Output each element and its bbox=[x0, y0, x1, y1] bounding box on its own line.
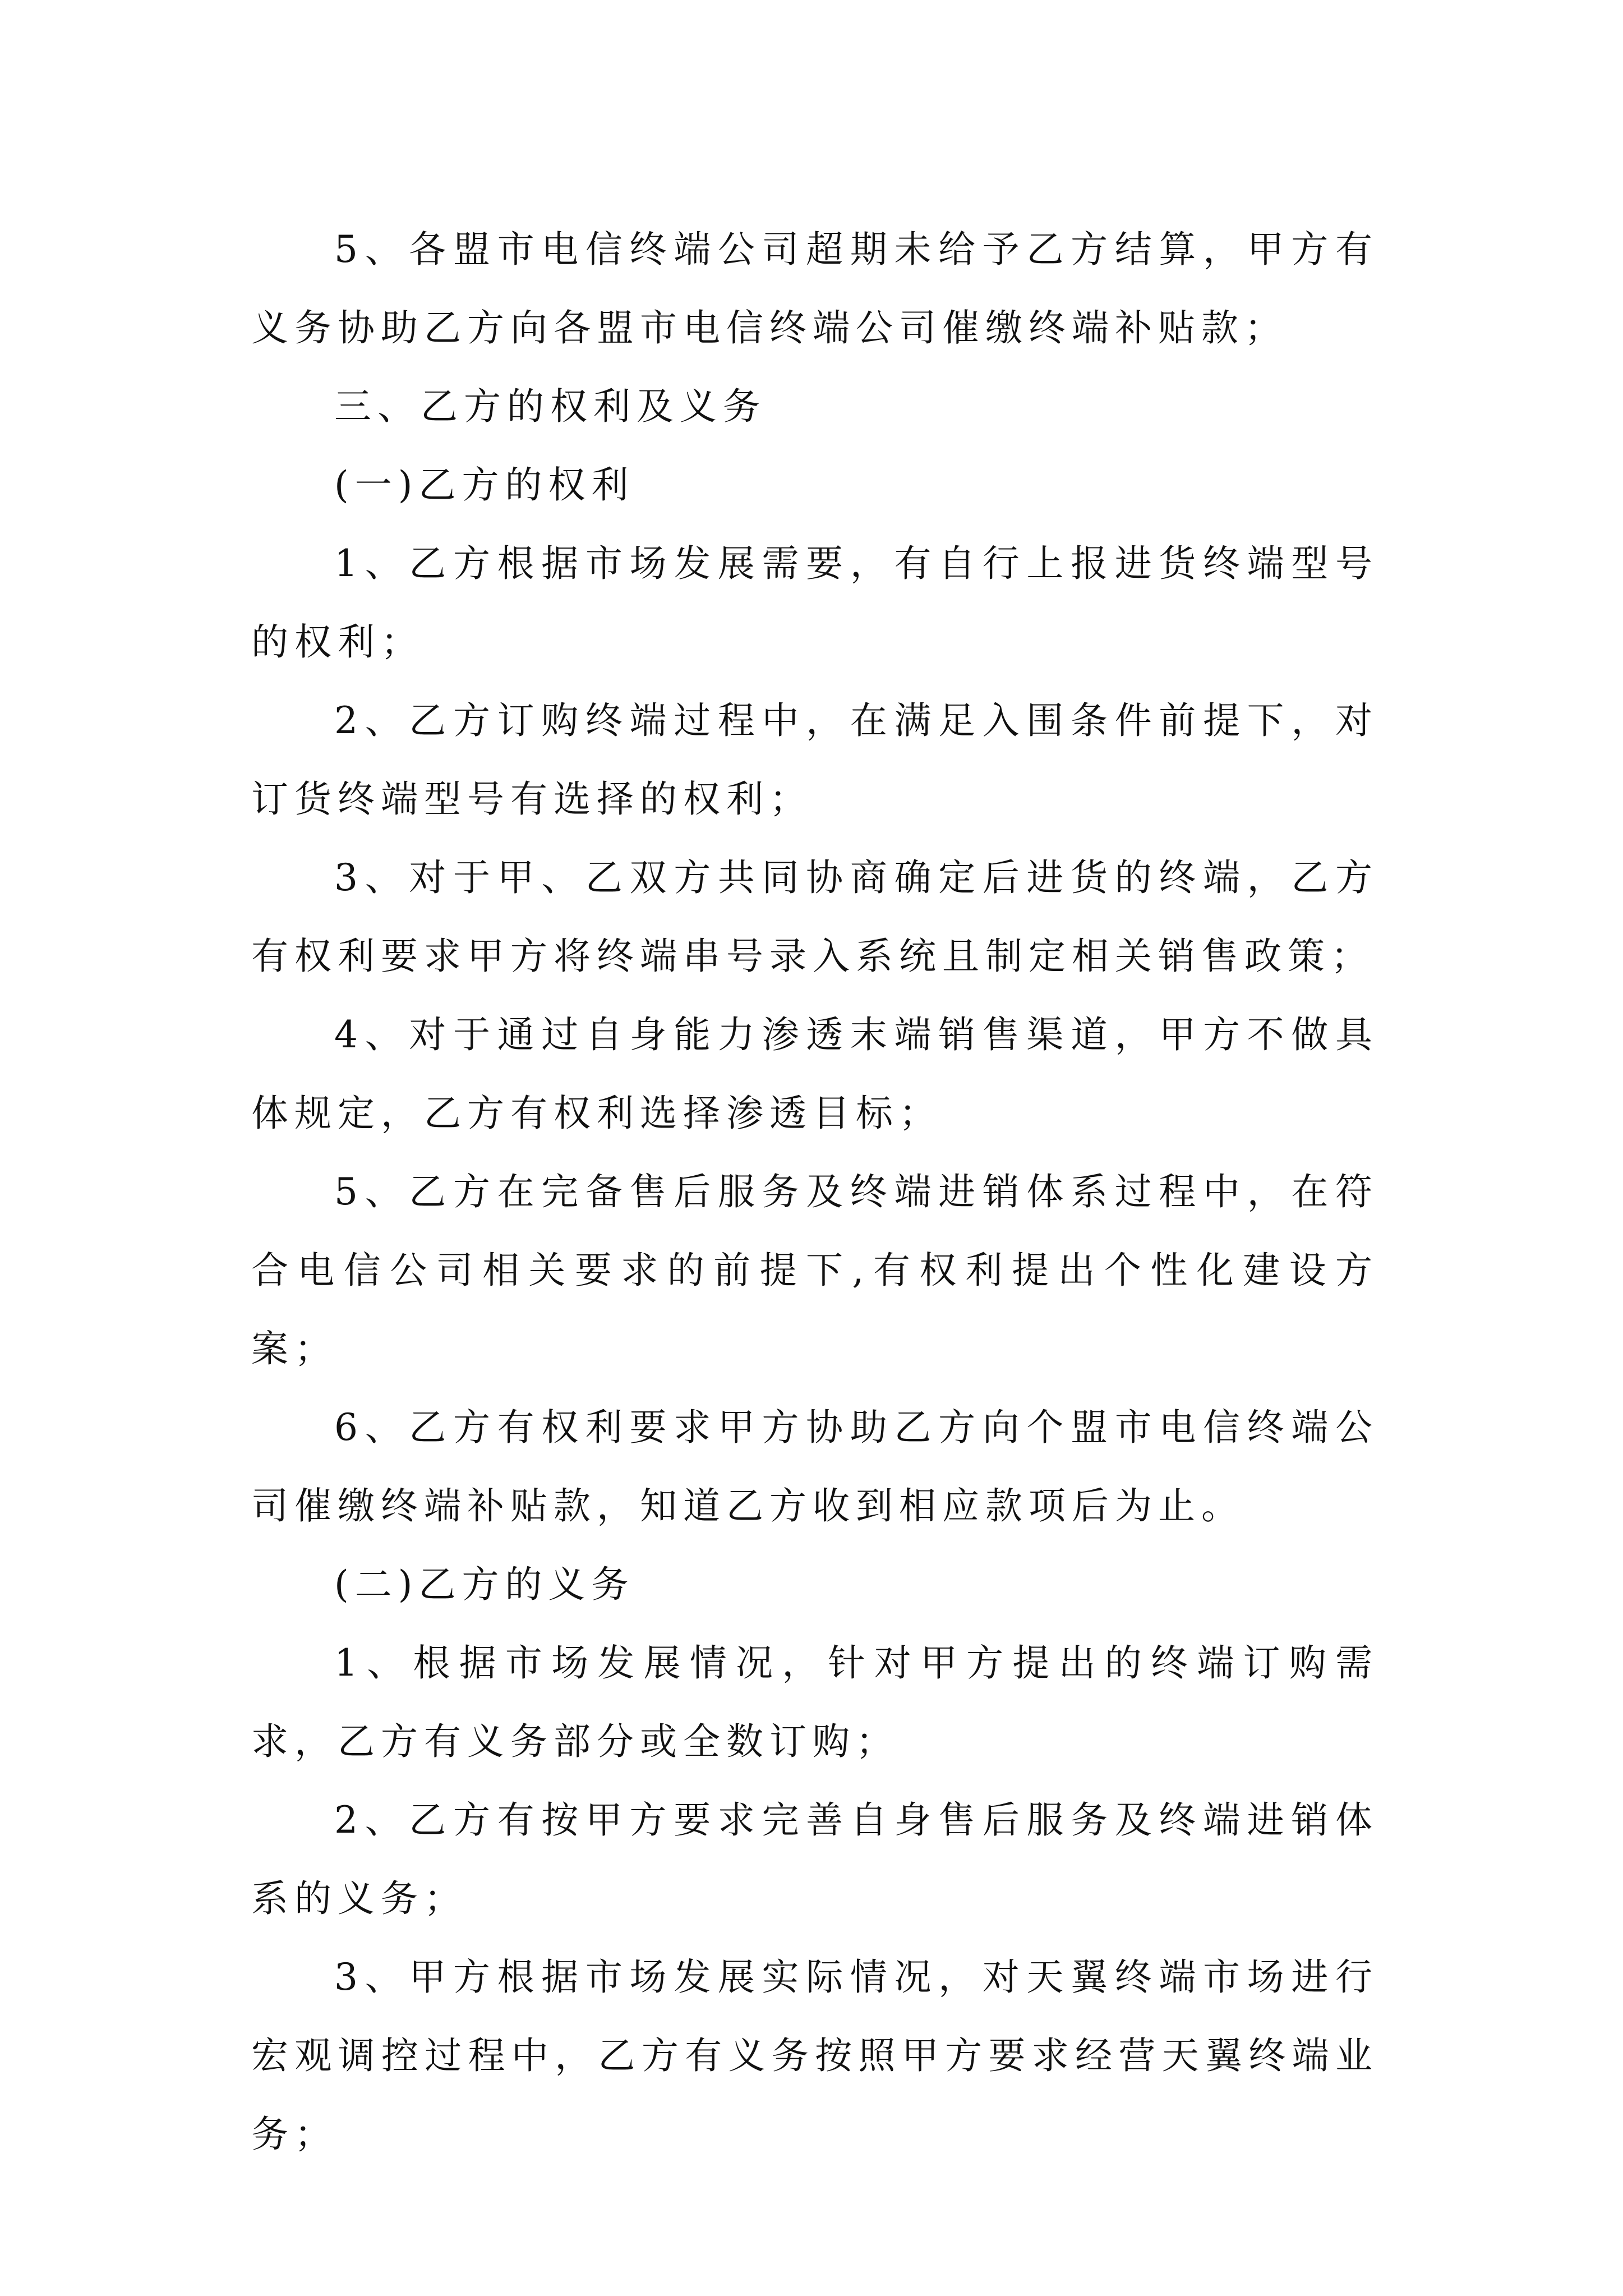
section-heading-3: 三、乙方的权利及义务 bbox=[334, 385, 766, 428]
paragraph-right-5: 5、乙方在完备售后服务及终端进销体系过程中，在符合电信公司相关要求的前提下,有权利提出个性化建设方案； bbox=[251, 1170, 1378, 1370]
subsection-heading-obligations: (二)乙方的义务 bbox=[334, 1563, 635, 1606]
paragraph-a5: 5、各盟市电信终端公司超期未给予乙方结算，甲方有义务协助乙方向各盟市电信终端公司催缴终端补贴款； bbox=[251, 228, 1378, 349]
paragraph-obligation-1: 1、根据市场发展情况，针对甲方提出的终端订购需求，乙方有义务部分或全数订购； bbox=[251, 1641, 1378, 1763]
paragraph-right-1: 1、乙方根据市场发展需要，有自行上报进货终端型号的权利； bbox=[251, 542, 1378, 664]
paragraph-obligation-3: 3、甲方根据市场发展实际情况，对天翼终端市场进行宏观调控过程中，乙方有义务按照甲方要求经营天翼终端业务； bbox=[251, 1955, 1378, 2156]
paragraph-right-6: 6、乙方有权利要求甲方协助乙方向个盟市电信终端公司催缴终端补贴款，知道乙方收到相应款项后为止。 bbox=[251, 1406, 1378, 1527]
paragraph-right-3: 3、对于甲、乙双方共同协商确定后进货的终端，乙方有权利要求甲方将终端串号录入系统且制定相关销售政策； bbox=[251, 856, 1378, 978]
subsection-heading-rights: (一)乙方的权利 bbox=[334, 463, 635, 507]
paragraph-right-4: 4、对于通过自身能力渗透末端销售渠道，甲方不做具体规定，乙方有权利选择渗透目标； bbox=[251, 1013, 1378, 1135]
paragraph-obligation-2: 2、乙方有按甲方要求完善自身售后服务及终端进销体系的义务； bbox=[251, 1798, 1378, 1920]
document-body bbox=[251, 210, 1378, 2174]
paragraph-right-2: 2、乙方订购终端过程中，在满足入围条件前提下，对订货终端型号有选择的权利； bbox=[251, 699, 1378, 821]
